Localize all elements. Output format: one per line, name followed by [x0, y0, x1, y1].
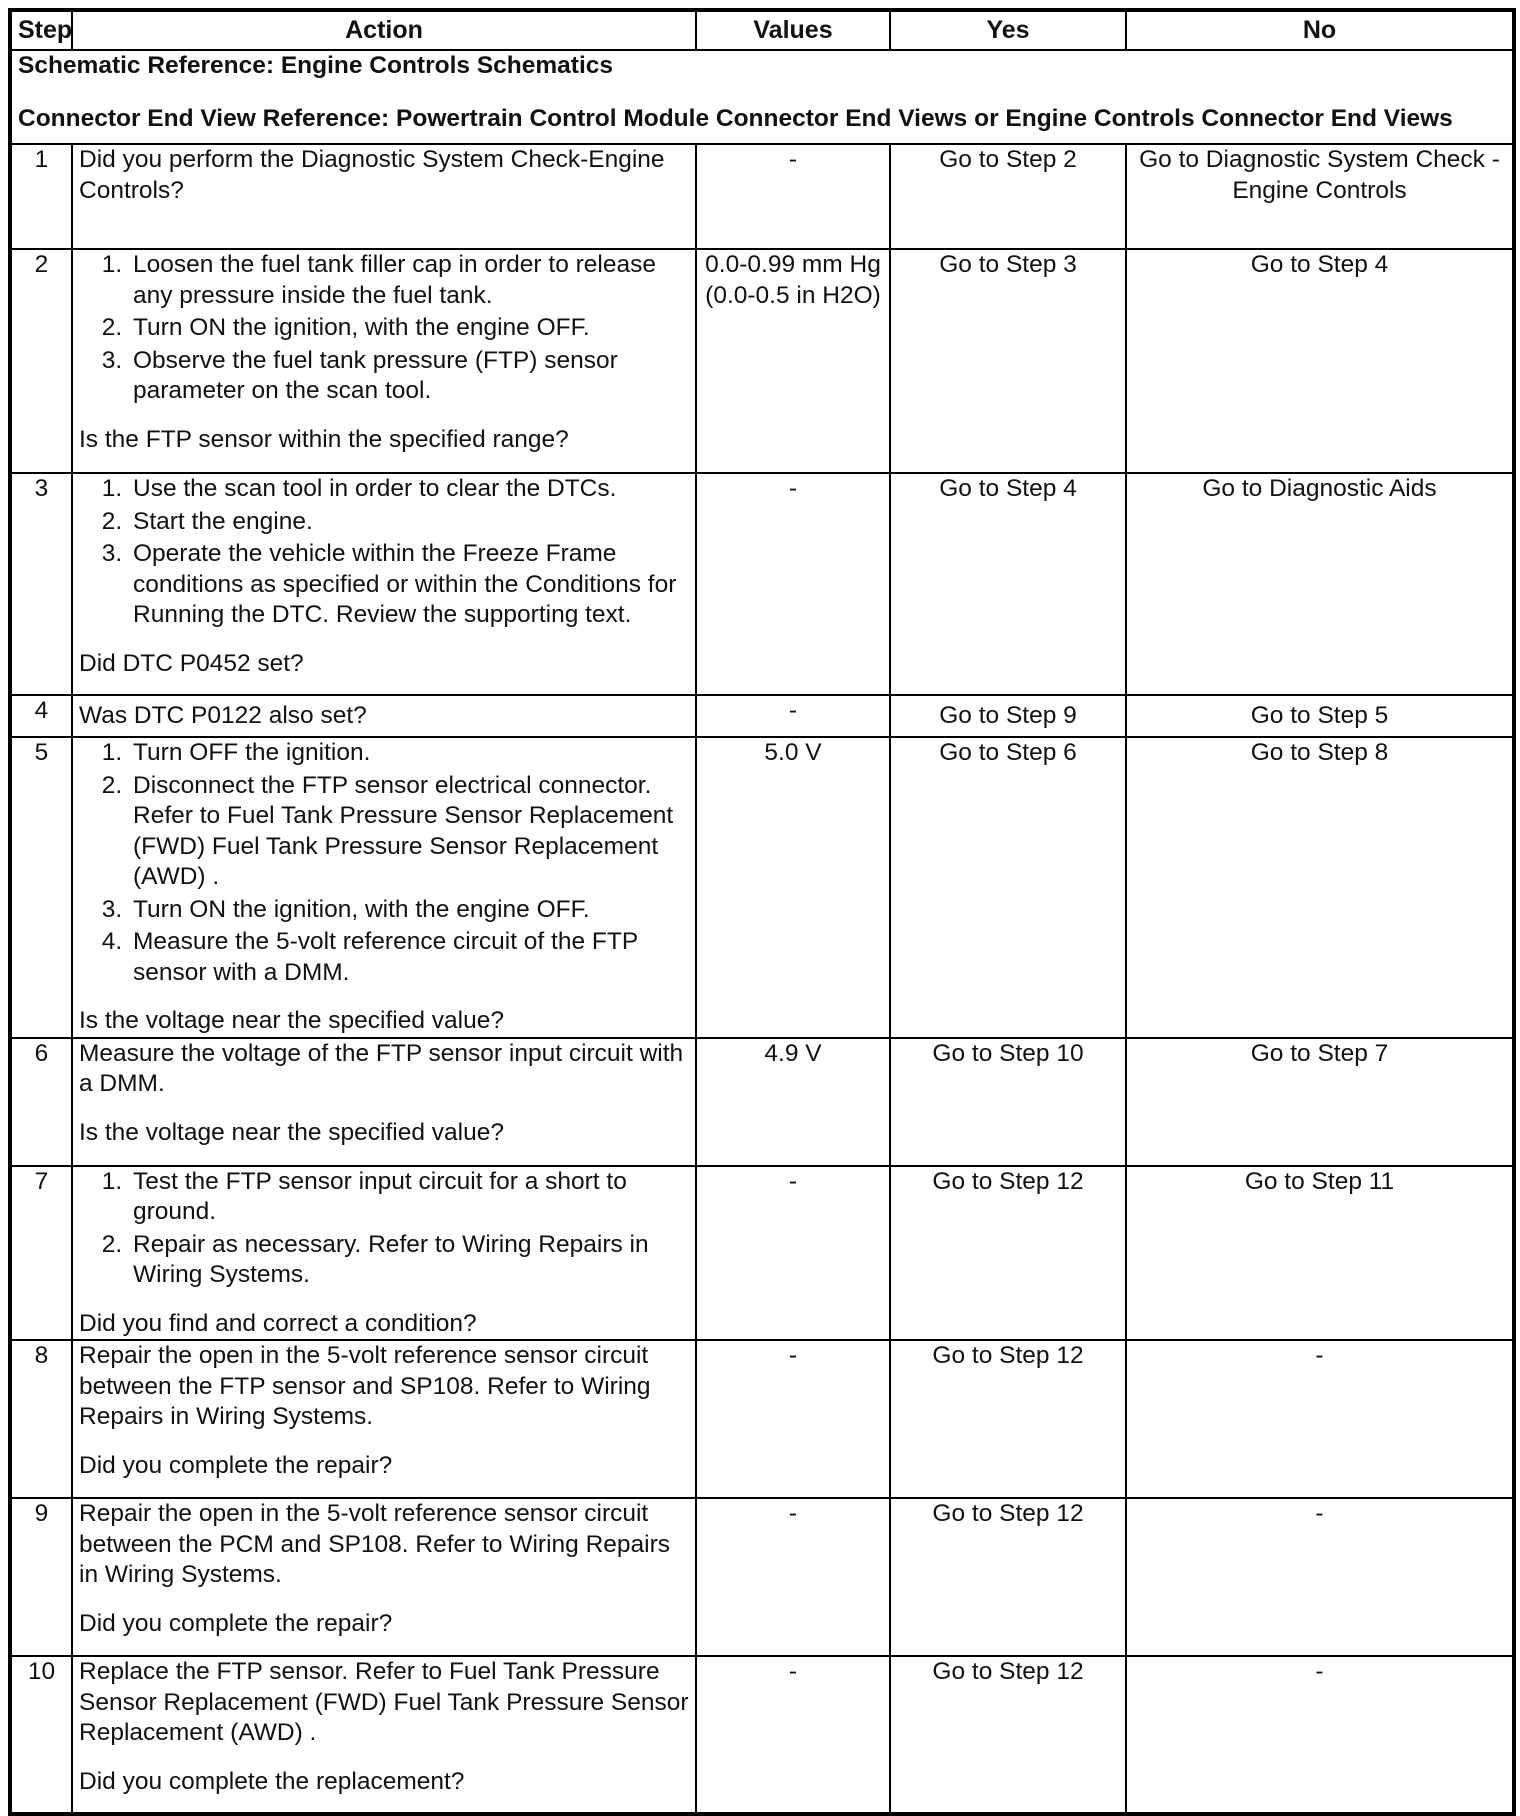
step-number: 9: [10, 1498, 72, 1656]
action-question: Is the voltage near the specified value?: [79, 1118, 504, 1146]
yes-link[interactable]: Go to Step 12: [890, 1498, 1126, 1656]
action-cell: [72, 1340, 696, 1498]
action-question: Did DTC P0452 set?: [79, 649, 304, 677]
step-number: 2: [10, 249, 72, 473]
step-number: 1: [10, 144, 72, 249]
step-number: 5: [10, 737, 72, 1038]
yes-link[interactable]: Go to Step 10: [890, 1038, 1126, 1166]
table-row: [10, 1038, 1514, 1166]
table-row: [10, 737, 1514, 1038]
value-cell: 5.0 V: [696, 737, 890, 1038]
action-text: Did you perform the Diagnostic System Check-Engine Controls?: [79, 146, 665, 204]
value-cell: 0.0-0.99 mm Hg (0.0-0.5 in H2O): [696, 249, 890, 473]
step-number: 3: [10, 473, 72, 695]
value-cell: -: [696, 473, 890, 695]
action-step: 2. Start the engine.: [129, 507, 689, 538]
action-steps: [79, 1167, 689, 1291]
reference-cell: [10, 50, 1514, 144]
no-link[interactable]: Go to Diagnostic System Check - Engine Controls: [1126, 144, 1514, 249]
table-row: [10, 1166, 1514, 1341]
yes-link[interactable]: Go to Step 6: [890, 737, 1126, 1038]
step-number: 4: [10, 695, 72, 737]
yes-link[interactable]: Go to Step 12: [890, 1340, 1126, 1498]
table-row: [10, 1656, 1514, 1814]
header-no: No: [1126, 10, 1514, 50]
action-question: Is the FTP sensor within the specified range?: [79, 425, 569, 453]
action-cell: [72, 1166, 696, 1341]
action-question: Did you complete the replacement?: [79, 1767, 465, 1795]
action-cell: [72, 695, 696, 737]
action-step: 1. Loosen the fuel tank filler cap in order to release any pressure inside the fuel tank.: [129, 250, 689, 311]
yes-link[interactable]: Go to Step 12: [890, 1656, 1126, 1814]
action-step: 3. Turn ON the ignition, with the engine OFF.: [129, 895, 689, 926]
no-value: -: [1126, 1340, 1514, 1498]
header-values: Values: [696, 10, 890, 50]
value-cell: -: [696, 1166, 890, 1341]
action-step: 1. Turn OFF the ignition.: [129, 738, 689, 769]
action-step: 3. Observe the fuel tank pressure (FTP) sensor parameter on the scan tool.: [129, 346, 689, 407]
yes-link[interactable]: Go to Step 3: [890, 249, 1126, 473]
table-row: [10, 1498, 1514, 1656]
no-link[interactable]: Go to Step 7: [1126, 1038, 1514, 1166]
action-step: 4. Measure the 5-volt reference circuit of the FTP sensor with a DMM.: [129, 927, 689, 988]
value-cell: -: [696, 1340, 890, 1498]
step-number: 6: [10, 1038, 72, 1166]
table-row: [10, 695, 1514, 737]
action-text: Replace the FTP sensor. Refer to Fuel Tank Pressure Sensor Replacement (FWD) Fuel Tank Pressure Sensor Replacement (AWD) .: [79, 1658, 689, 1746]
yes-link[interactable]: Go to Step 4: [890, 473, 1126, 695]
table-row: [10, 249, 1514, 473]
step-number: 7: [10, 1166, 72, 1341]
reference-row: [10, 50, 1514, 144]
action-question: Did you complete the repair?: [79, 1451, 393, 1479]
no-link[interactable]: Go to Step 4: [1126, 249, 1514, 473]
action-cell: [72, 1498, 696, 1656]
value-cell: -: [696, 1498, 890, 1656]
action-cell: [72, 737, 696, 1038]
action-step: 2. Disconnect the FTP sensor electrical connector. Refer to Fuel Tank Pressure Sensor Replacement (FWD) Fuel Tank Pressure Sensor Replacement (AWD) .: [129, 771, 689, 893]
action-steps: [79, 738, 689, 988]
action-question: Is the voltage near the specified value?: [79, 1007, 504, 1034]
action-step: 1. Test the FTP sensor input circuit for a short to ground.: [129, 1167, 689, 1228]
value-cell: -: [696, 695, 890, 737]
diagnostic-table: [8, 8, 1516, 1816]
yes-link[interactable]: Go to Step 9: [890, 695, 1126, 737]
header-step: Step: [10, 10, 72, 50]
table-row: [10, 473, 1514, 695]
action-question: Did you complete the repair?: [79, 1609, 393, 1637]
value-cell: 4.9 V: [696, 1038, 890, 1166]
action-cell: [72, 144, 696, 249]
table-row: [10, 144, 1514, 249]
schematic-reference: Schematic Reference: Engine Controls Schematics: [18, 52, 613, 79]
header-action: Action: [72, 10, 696, 50]
action-cell: [72, 1656, 696, 1814]
action-step: 3. Operate the vehicle within the Freeze Frame conditions as specified or within the Conditions for Running the DTC. Review the supporting text.: [129, 539, 689, 631]
diagnostic-page: [8, 8, 1512, 1816]
action-step: 2. Turn ON the ignition, with the engine OFF.: [129, 313, 689, 344]
value-cell: -: [696, 1656, 890, 1814]
connector-reference: Connector End View Reference: Powertrain Control Module Connector End Views or Engine Controls Connector End Views: [18, 104, 1453, 132]
action-text: Measure the voltage of the FTP sensor input circuit with a DMM.: [79, 1039, 684, 1097]
action-steps: [79, 474, 689, 631]
no-link[interactable]: Go to Diagnostic Aids: [1126, 473, 1514, 695]
no-value: -: [1126, 1498, 1514, 1656]
action-text: Repair the open in the 5-volt reference sensor circuit between the FTP sensor and SP108. Refer to Wiring Repairs in Wiring Systems.: [79, 1342, 651, 1430]
no-link[interactable]: Go to Step 5: [1126, 695, 1514, 737]
step-number: 10: [10, 1656, 72, 1814]
action-question: Did you find and correct a condition?: [79, 1309, 477, 1337]
yes-link[interactable]: Go to Step 12: [890, 1166, 1126, 1341]
action-text: Was DTC P0122 also set?: [79, 701, 367, 729]
value-cell: -: [696, 144, 890, 249]
no-value: -: [1126, 1656, 1514, 1814]
action-step: 1. Use the scan tool in order to clear the DTCs.: [129, 474, 689, 505]
no-link[interactable]: Go to Step 8: [1126, 737, 1514, 1038]
action-text: Repair the open in the 5-volt reference sensor circuit between the PCM and SP108. Refer to Wiring Repairs in Wiring Systems.: [79, 1500, 671, 1588]
header-yes: Yes: [890, 10, 1126, 50]
no-link[interactable]: Go to Step 11: [1126, 1166, 1514, 1341]
action-cell: [72, 1038, 696, 1166]
action-cell: [72, 249, 696, 473]
step-number: 8: [10, 1340, 72, 1498]
action-step: 2. Repair as necessary. Refer to Wiring Repairs in Wiring Systems.: [129, 1230, 689, 1291]
yes-link[interactable]: Go to Step 2: [890, 144, 1126, 249]
header-row: [10, 10, 1514, 50]
table-row: [10, 1340, 1514, 1498]
action-cell: [72, 473, 696, 695]
action-steps: [79, 250, 689, 407]
